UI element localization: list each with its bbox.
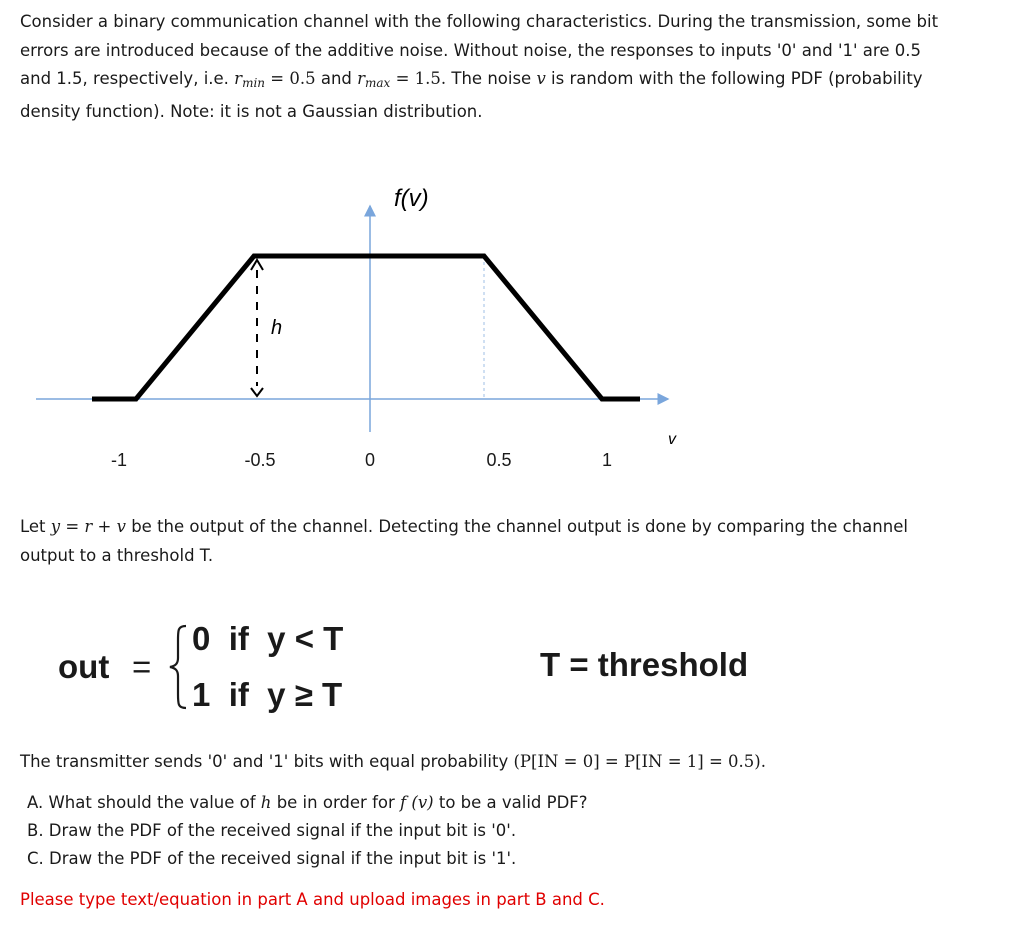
r-max-symbol: $r_{max}$ [357,69,391,90]
threshold-definition: T = threshold [540,646,749,683]
pdf-curve [92,256,640,399]
tick-label-1: 1 [601,450,613,470]
tick-label-0-5: 0.5 [486,450,512,470]
question-a-h: h [260,793,272,812]
h-arrow-down-icon [251,388,263,396]
rule-equals-sign: = [132,648,152,685]
output-equation: y = r + v [50,517,126,536]
h-arrow-up-icon [251,260,263,270]
r-min-symbol: $r_{min}$ [234,69,266,90]
x-axis-label: v [668,431,676,448]
tick-label-neg-1: -1 [110,450,128,470]
output-paragraph [20,513,1010,570]
chart-title: f(v) [394,185,429,212]
h-label: h [271,317,283,339]
cases-brace-icon [166,622,190,712]
pdf-diagram [0,150,720,480]
question-b: B. Draw the PDF of the received signal if the input bit is '0'. [27,821,517,840]
question-a-f: f (v) [400,793,434,812]
output-line-1: Let y = r + v be the output of the channel. Detecting the channel output is done by comparing the channel [20,517,908,536]
probability-equation: (P[IN = 0] = P[IN = 1] = 0.5). [513,752,766,771]
intro-line-1: Consider a binary communication channel with the following characteristics. During the transmission, some bit [20,12,939,31]
intro-line-4: density function). Note: it is not a Gaussian distribution. [20,101,483,121]
r-min-value: = 0.5 [270,69,316,88]
question-a: A. What should the value of h be in order for f (v) to be a valid PDF? [27,793,588,812]
noise-symbol: v [536,69,546,88]
intro-line-3: and 1.5, respectively, i.e. $r_{min} = 0.5$ and $r_{max} = 1.5$. The noise v is random with the following PDF (probability [20,69,923,90]
output-line-2: output to a threshold T. [20,545,214,565]
intro-line-2: errors are introduced because of the additive noise. Without noise, the responses to inputs '0' and '1' are 0.5 [20,40,921,60]
question-c: C. Draw the PDF of the received signal if the input bit is '1'. [27,849,517,868]
questions-list [27,789,1007,873]
out-label: out [58,648,110,685]
r-max-value: = 1.5. [395,69,447,88]
tick-label-0: 0 [364,450,376,470]
rule-case-1: 1 if y ≥ T [192,676,343,713]
tick-label-neg-0-5: -0.5 [244,450,276,470]
intro-paragraph [20,8,1010,126]
instruction-note: Please type text/equation in part A and upload images in part B and C. [20,890,605,909]
probability-line: The transmitter sends '0' and '1' bits with equal probability (P[IN = 0] = P[IN = 1] = 0.5). [20,752,766,771]
rule-case-0: 0 if y < T [192,620,344,657]
